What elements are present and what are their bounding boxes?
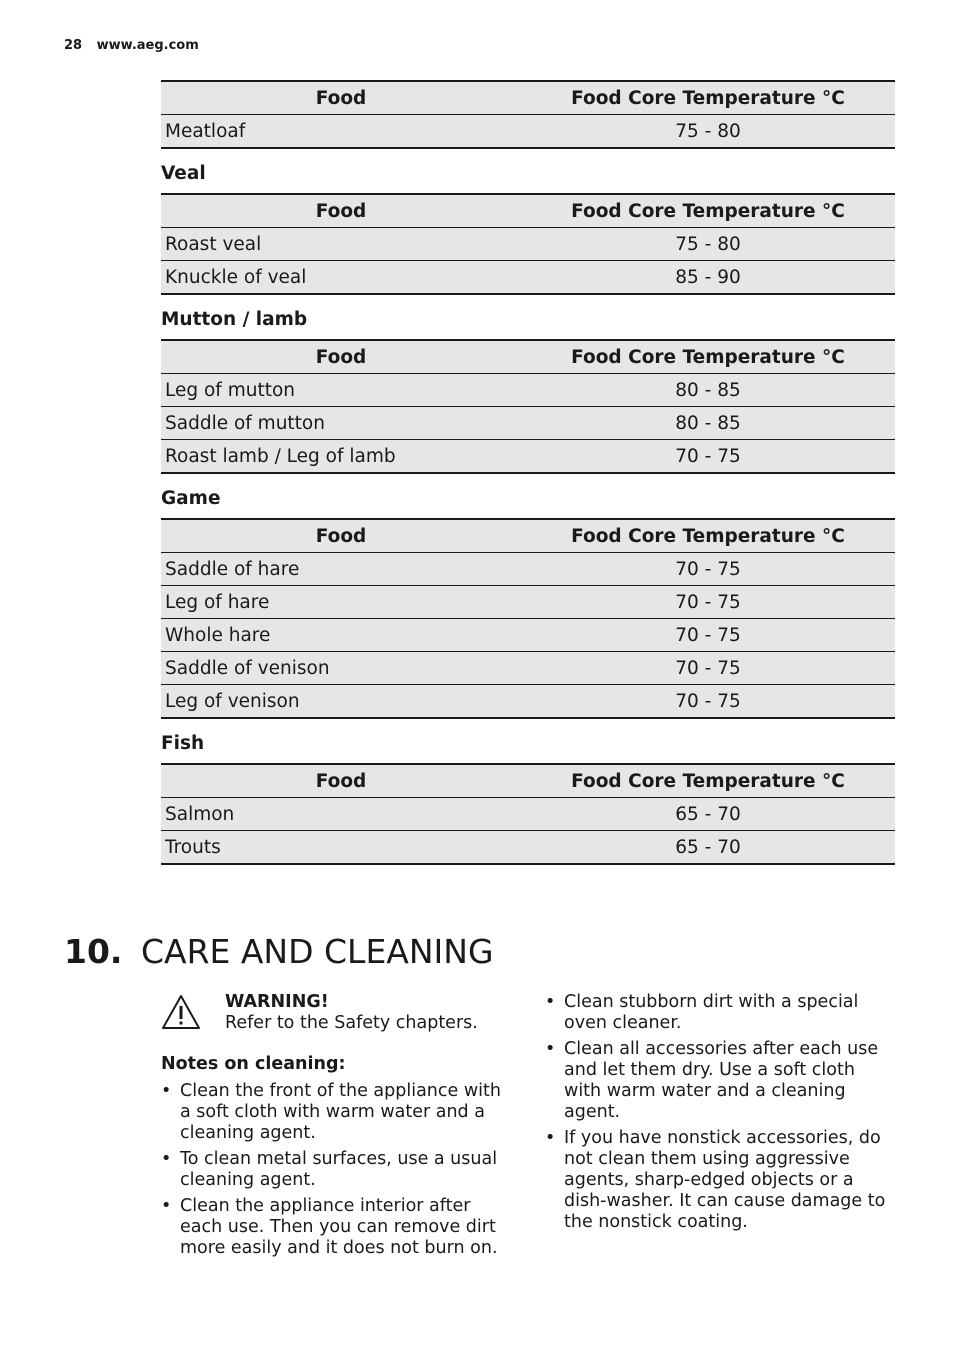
table-header-row bbox=[161, 81, 895, 115]
list-item-text: If you have nonstick accessories, do not clean them using aggressive agents, sharp-edged objects or a dish-washer. It can cause damage to the nonstick coating. bbox=[564, 1128, 886, 1232]
notes-list-right bbox=[545, 992, 897, 1233]
table-row bbox=[161, 831, 895, 865]
temperature-cell: 80 - 85 bbox=[521, 374, 895, 407]
warning-title: WARNING! bbox=[225, 992, 329, 1012]
bullet-icon: • bbox=[545, 1128, 556, 1148]
list-item bbox=[545, 992, 897, 1034]
food-cell: Leg of venison bbox=[161, 685, 521, 719]
right-column bbox=[545, 992, 897, 1238]
food-cell: Saddle of mutton bbox=[161, 407, 521, 440]
section-heading: Game bbox=[161, 488, 221, 509]
temperature-cell: 65 - 70 bbox=[521, 798, 895, 831]
column-header-temperature: Food Core Temperature °C bbox=[521, 194, 895, 228]
notes-title: Notes on cleaning: bbox=[161, 1054, 346, 1074]
section-heading: Mutton / lamb bbox=[161, 309, 308, 330]
temperature-cell: 70 - 75 bbox=[521, 652, 895, 685]
page-number: 28 bbox=[64, 38, 83, 53]
table-row bbox=[161, 652, 895, 685]
food-cell: Knuckle of veal bbox=[161, 261, 521, 295]
table-row bbox=[161, 228, 895, 261]
table-row bbox=[161, 374, 895, 407]
food-cell: Roast veal bbox=[161, 228, 521, 261]
chapter-title bbox=[64, 932, 494, 971]
section-heading: Veal bbox=[161, 163, 206, 184]
temperature-cell: 70 - 75 bbox=[521, 619, 895, 652]
table-row bbox=[161, 261, 895, 295]
bullet-icon: • bbox=[161, 1196, 172, 1216]
temperature-cell: 70 - 75 bbox=[521, 685, 895, 719]
column-header-temperature: Food Core Temperature °C bbox=[521, 519, 895, 553]
bullet-icon: • bbox=[545, 992, 556, 1012]
food-cell: Whole hare bbox=[161, 619, 521, 652]
temperature-table bbox=[161, 80, 895, 149]
column-header-food: Food bbox=[161, 194, 521, 228]
food-cell: Trouts bbox=[161, 831, 521, 865]
column-header-food: Food bbox=[161, 81, 521, 115]
food-cell: Leg of hare bbox=[161, 586, 521, 619]
column-header-food: Food bbox=[161, 340, 521, 374]
table-header-row bbox=[161, 519, 895, 553]
temperature-cell: 70 - 75 bbox=[521, 440, 895, 474]
list-item bbox=[161, 1196, 516, 1259]
list-item bbox=[545, 1039, 897, 1123]
list-item bbox=[545, 1128, 897, 1233]
list-item bbox=[161, 1149, 516, 1191]
list-item bbox=[161, 1081, 516, 1144]
column-header-temperature: Food Core Temperature °C bbox=[521, 340, 895, 374]
table-row bbox=[161, 115, 895, 149]
notes-list-left bbox=[161, 1081, 516, 1259]
header-url[interactable]: www.aeg.com bbox=[96, 38, 199, 53]
temperature-table bbox=[161, 763, 895, 865]
page-header bbox=[64, 38, 199, 53]
list-item-text: To clean metal surfaces, use a usual cleaning agent. bbox=[180, 1149, 498, 1190]
temperature-cell: 70 - 75 bbox=[521, 553, 895, 586]
temperature-table bbox=[161, 193, 895, 295]
food-cell: Leg of mutton bbox=[161, 374, 521, 407]
warning-box bbox=[161, 992, 516, 1042]
food-cell: Roast lamb / Leg of lamb bbox=[161, 440, 521, 474]
temperature-cell: 80 - 85 bbox=[521, 407, 895, 440]
table-header-row bbox=[161, 764, 895, 798]
list-item-text: Clean all accessories after each use and let them dry. Use a soft cloth with warm water and a cleaning agent. bbox=[564, 1039, 879, 1122]
bullet-icon: • bbox=[161, 1081, 172, 1101]
chapter-title-text: CARE AND CLEANING bbox=[140, 932, 494, 971]
temperature-cell: 75 - 80 bbox=[521, 228, 895, 261]
temperature-cell: 70 - 75 bbox=[521, 586, 895, 619]
temperature-tables bbox=[161, 80, 895, 865]
table-row bbox=[161, 586, 895, 619]
list-item-text: Clean the front of the appliance with a soft cloth with warm water and a cleaning agent. bbox=[180, 1081, 501, 1143]
food-cell: Saddle of hare bbox=[161, 553, 521, 586]
column-header-food: Food bbox=[161, 519, 521, 553]
column-header-food: Food bbox=[161, 764, 521, 798]
list-item-text: Clean the appliance interior after each use. Then you can remove dirt more easily and it does not burn on. bbox=[180, 1196, 498, 1258]
table-header-row bbox=[161, 340, 895, 374]
food-cell: Salmon bbox=[161, 798, 521, 831]
list-item-text: Clean stubborn dirt with a special oven cleaner. bbox=[564, 992, 859, 1033]
temperature-cell: 65 - 70 bbox=[521, 831, 895, 865]
left-column bbox=[161, 992, 516, 1264]
warning-triangle-icon bbox=[161, 994, 201, 1036]
column-header-temperature: Food Core Temperature °C bbox=[521, 764, 895, 798]
column-header-temperature: Food Core Temperature °C bbox=[521, 81, 895, 115]
section-heading: Fish bbox=[161, 733, 205, 754]
bullet-icon: • bbox=[545, 1039, 556, 1059]
food-cell: Meatloaf bbox=[161, 115, 521, 149]
bullet-icon: • bbox=[161, 1149, 172, 1169]
table-row bbox=[161, 798, 895, 831]
temperature-cell: 85 - 90 bbox=[521, 261, 895, 295]
temperature-cell: 75 - 80 bbox=[521, 115, 895, 149]
temperature-table bbox=[161, 339, 895, 474]
table-header-row bbox=[161, 194, 895, 228]
table-row bbox=[161, 619, 895, 652]
table-row bbox=[161, 553, 895, 586]
food-cell: Saddle of venison bbox=[161, 652, 521, 685]
temperature-table bbox=[161, 518, 895, 719]
table-row bbox=[161, 685, 895, 719]
table-row bbox=[161, 440, 895, 474]
chapter-number: 10. bbox=[64, 932, 123, 971]
warning-text: Refer to the Safety chapters. bbox=[225, 1013, 478, 1033]
table-row bbox=[161, 407, 895, 440]
